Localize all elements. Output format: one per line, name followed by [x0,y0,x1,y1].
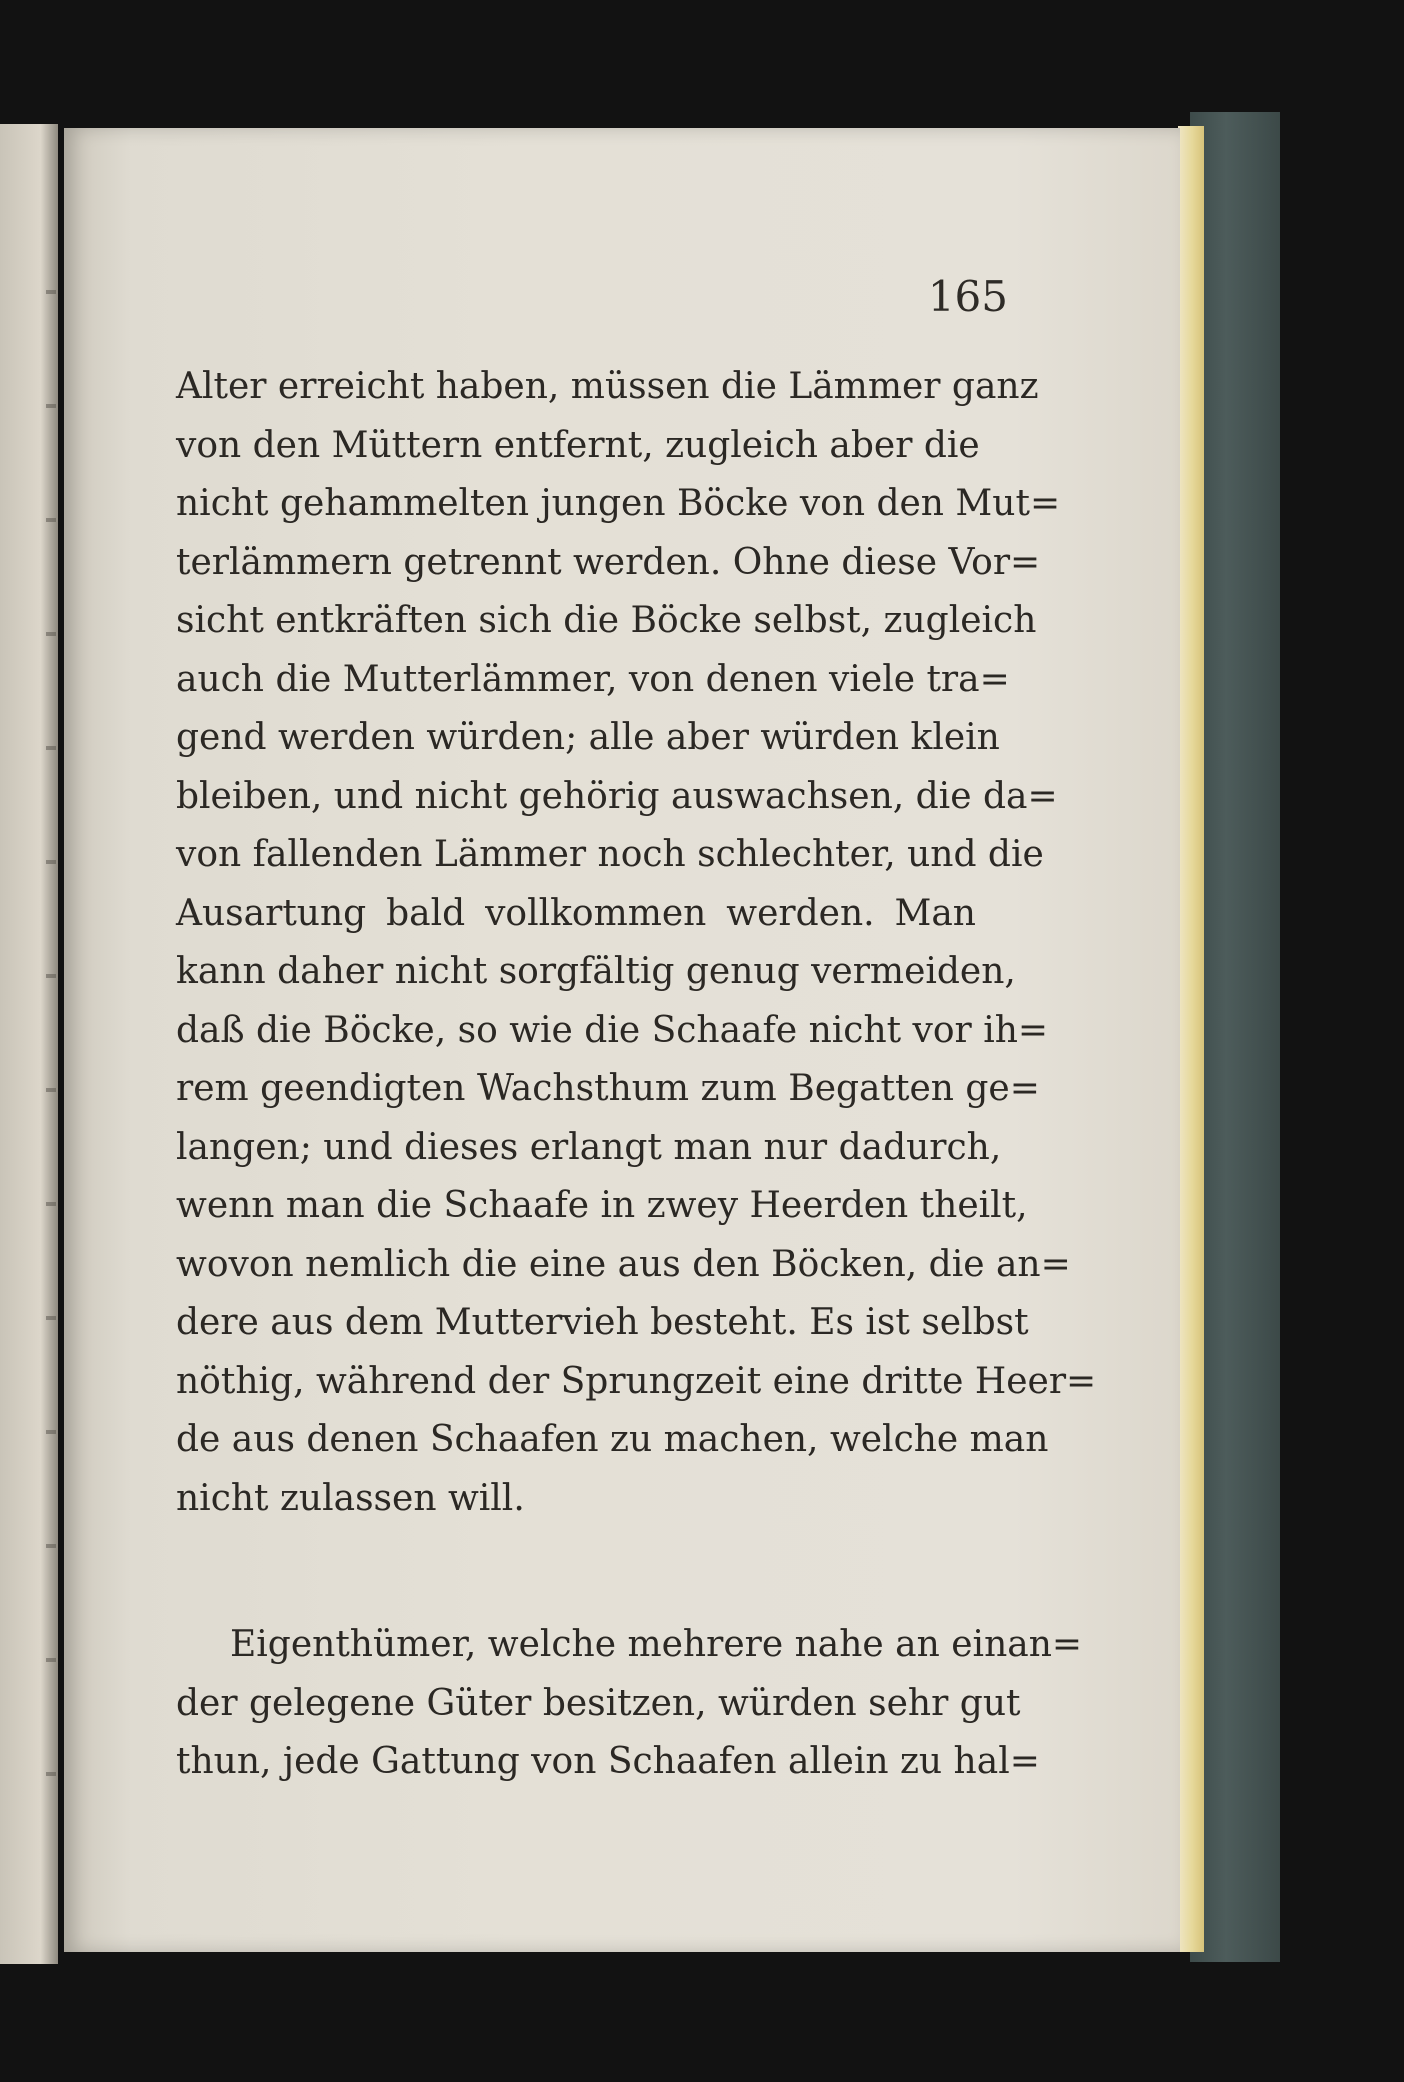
text-line: sicht entkräften sich die Böcke selbst, zugleich [176,600,1037,641]
text-line: terlämmern getrennt werden. Ohne diese Vor= [176,541,1041,583]
text-line: langen; und dieses erlangt man nur dadurch, [176,1126,1002,1168]
text-line: de aus denen Schaafen zu machen, welche man [176,1419,1049,1460]
page-block-edge [1178,126,1204,1952]
text-line: rem geendigten Wachsthum zum Begatten ge= [176,1068,1040,1109]
text-line: kann daher nicht sorgfältig genug vermeiden, [176,951,1016,992]
paragraph-gap [176,1528,976,1616]
page-text [176,358,1097,1792]
text-line: Ausartung bald vollkommen werden. Man [176,892,976,934]
text-line: wovon nemlich die eine aus den Böcken, die an= [176,1243,1071,1285]
text-line: daß die Böcke, so wie die Schaafe nicht vor ih= [176,1009,1049,1051]
paragraph-1 [176,358,1097,1528]
text-line: Eigenthümer, welche mehrere nahe an einan= [230,1624,1083,1665]
text-line: wenn man die Schaafe in zwey Heerden theilt, [176,1185,1028,1226]
text-line: nicht gehammelten jungen Böcke von den Mut= [176,483,1061,524]
paragraph-2 [176,1616,1083,1792]
text-line: nöthig, während der Sprungzeit eine dritte Heer= [176,1360,1097,1402]
page-number: 165 [927,272,1008,321]
text-line: der gelegene Güter besitzen, würden sehr gut [176,1682,1021,1724]
left-page-marks [46,180,56,1880]
text-line: thun, jede Gattung von Schaafen allein zu hal= [176,1741,1040,1782]
text-line: dere aus dem Muttervieh besteht. Es ist selbst [176,1302,1029,1343]
text-line: von fallenden Lämmer noch schlechter, und die [176,834,1044,875]
text-line: auch die Mutterlämmer, von denen viele tra= [176,658,1010,700]
text-line: Alter erreicht haben, müssen die Lämmer ganz [176,366,1039,407]
text-line: nicht zulassen will. [176,1477,525,1519]
text-line: bleiben, und nicht gehörig auswachsen, die da= [176,775,1058,817]
text-line: gend werden würden; alle aber würden klein [176,717,1000,758]
text-line: von den Müttern entfernt, zugleich aber die [176,424,980,466]
